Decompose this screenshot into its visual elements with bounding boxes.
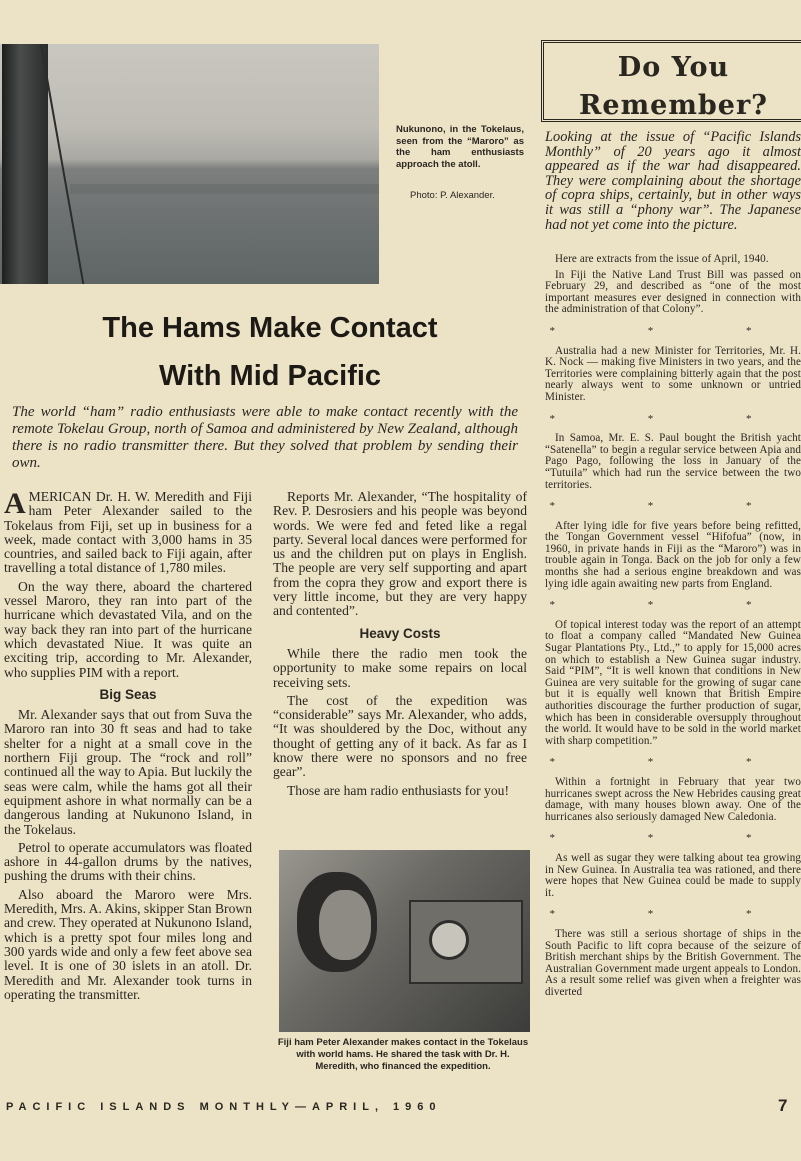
article-paragraph: Reports Mr. Alexander, “The hospitality of Rev. P. Desrosiers and his people was beyond words. We were fed and feted like a regal party. Several local dances were performed for us and the children put on plays in English. The people are very self supporting and apart from the copra they grow and export there is very little income, but they are very happy and contented”.	[273, 489, 527, 619]
article-intro: The world “ham” radio enthusiasts were able to make contact recently with the remote Tokelau Group, north of Samoa and administered by New Zealand, although there is no radio transmitter there. But they solved that problem by sending their own.	[12, 404, 518, 471]
photo-caption: Nukunono, in the Tokelaus, seen from the “Maroro” as the ham enthusiasts approach the atoll.	[396, 124, 524, 170]
rigging-line	[40, 44, 94, 284]
subheading-heavy-costs: Heavy Costs	[359, 625, 441, 641]
article-paragraph: On the way there, aboard the chartered vessel Maroro, they ran into part of the hurricane which devastated Vila, and on the way back they ran into part of the hurricane which devastated Niue. It was quite an exciting trip, according to Mr. Alexander, who supplies PIM with a report.	[4, 578, 252, 680]
photo-caption: Fiji ham Peter Alexander makes contact in the Tokelaus with world hams. He shared the task with Dr. H. Meredith, who financed the expedition.	[277, 1037, 529, 1072]
article-paragraph: Mr. Alexander says that out from Suva the Maroro ran into 30 ft seas and had to take shelter for a night at a small cove in the northern Fiji group. The “rock and roll” continued all the way to Apia. But luckily the seas were calm, while the hams got all their equipment ashore in what normally can be a dangerous landing at Nukunono Island, in the Tokelaus.	[4, 707, 252, 837]
sidebar-paragraph: Australia had a new Minister for Territories, Mr. H. K. Nock — making five Ministers in two years, and the Territories were complaining bitterly again that the post nearly always went to some unknown or untried Minister.	[545, 344, 801, 403]
sidebar-paragraph: After lying idle for five years before being refitted, the Tongan Government vessel “Hifofua” (now, in 1960, in private hands in Fiji as the “Maroro”) was in trouble again in Tonga. Back on the job for only a few months she had a serious engine breakdown and was lying idle again awaiting new parts from England.	[545, 519, 801, 590]
drop-cap: A	[4, 487, 26, 520]
article-paragraph: While there the radio men took the opportunity to make some repairs on local receiving sets.	[273, 645, 527, 690]
atoll-photo	[0, 44, 379, 284]
radio-operator-photo	[279, 850, 530, 1032]
sidebar-paragraph: Here are extracts from the issue of April, 1940.	[555, 253, 769, 265]
sidebar-paragraph: In Samoa, Mr. E. S. Paul bought the British yacht “Satenella” to begin a regular service between Apia and Pago Pago, following the loss in January of the “Tutuila” which had run the service between the two territories.	[545, 432, 801, 491]
sidebar-paragraph: Within a fortnight in February that year two hurricanes swept across the New Hebrides causing great damage, with many houses blown away. One of the hurricanes also seriously damaged New Caledonia.	[545, 775, 801, 823]
section-divider: * * *	[549, 324, 797, 337]
article-column-2	[273, 490, 527, 798]
article-paragraph: Petrol to operate accumulators was floated ashore in 44-gallon drums by the natives, pushing the drums with their chins.	[4, 839, 252, 884]
section-divider: * * *	[549, 599, 797, 612]
headline-line-2: With Mid Pacific	[158, 360, 382, 392]
sidebar-title-box	[541, 40, 801, 122]
headline-line-1: The Hams Make Contact	[102, 312, 438, 344]
section-divider: * * *	[549, 756, 797, 769]
ship-mast	[2, 44, 48, 284]
section-divider: * * *	[549, 908, 797, 921]
photo-credit: Photo: P. Alexander.	[410, 190, 495, 201]
sidebar-title: Do You Remember?	[578, 52, 769, 121]
sidebar-column	[545, 254, 801, 998]
sidebar-paragraph: In Fiji the Native Land Trust Bill was passed on February 29, and described as “one of the most important measures ever designed in connection with the administration of that Colony”.	[545, 268, 801, 316]
sidebar-paragraph: As well as sugar they were talking about tea growing in New Guinea. In Australia tea was rationed, and there were hopes that New Guinea could be made to supply it.	[545, 851, 801, 899]
page-number: 7	[778, 1096, 788, 1115]
article-paragraph: Those are ham radio enthusiasts for you!	[287, 782, 509, 798]
sidebar-intro: Looking at the issue of “Pacific Islands Monthly” of 20 years ago it almost appeared as if the war had disappeared. They were complaining about the shortage of copra ships, certainly, but in other ways it was still a “phony war”. The Japanese had not yet come into the picture.	[545, 129, 801, 233]
page-footer: PACIFIC ISLANDS MONTHLY—APRIL, 1960	[6, 1101, 442, 1113]
sidebar-paragraph: There was still a serious shortage of ships in the South Pacific to lift copra because of the seizure of British merchant ships by the British Government. The Australian Government made urgent appeals to London. As a result some relief was given when a freighter was diverted	[545, 927, 801, 998]
horizon-line	[70, 184, 379, 194]
section-divider: * * *	[549, 832, 797, 845]
sidebar-paragraph: Of topical interest today was the report of an attempt to float a company called “Mandated New Guinea Sugar Plantations Pty., Ltd.,” to apply for 15,000 acres on which to establish a New Guinea sugar industry. Said “PIM”, “It is well known that conditions in New Guinea are very suitable for the growing of sugar cane but it is equally well known that British Empire authorities discourage the further production of sugar, which has been in considerable oversupply throughout the world. It would have to be sold in the world market with sharp competition.”	[545, 618, 801, 747]
section-divider: * * *	[549, 412, 797, 425]
operator-face	[319, 890, 371, 960]
article-paragraph: The cost of the expedition was “considerable” says Mr. Alexander, who adds, “It was shouldered by the Doc, without any thought of getting any of it back. As far as I know there were no sponsors and no free gear”.	[273, 692, 527, 780]
subheading-big-seas: Big Seas	[99, 686, 157, 702]
radio-dial	[429, 920, 469, 960]
article-paragraph: Also aboard the Maroro were Mrs. Meredith, Mrs. A. Akins, skipper Stan Brown and crew. They operated at Nukunono Island, which is a pretty spot four miles long and 300 yards wide and only a few feet above sea level. It is one of 30 islets in an atoll. Dr. Meredith and Mr. Alexander took turns in operating the transmitter.	[4, 886, 252, 1002]
article-column-1	[4, 487, 252, 1002]
section-divider: * * *	[549, 500, 797, 513]
article-paragraph: AMERICAN Dr. H. W. Meredith and Fiji ham Peter Alexander sailed to the Tokelaus from Fiji, set up in business for a week, made contact with 3,000 hams in 35 countries, and sailed back to Fiji again, after travelling a total distance of 1,780 miles.	[4, 487, 252, 576]
